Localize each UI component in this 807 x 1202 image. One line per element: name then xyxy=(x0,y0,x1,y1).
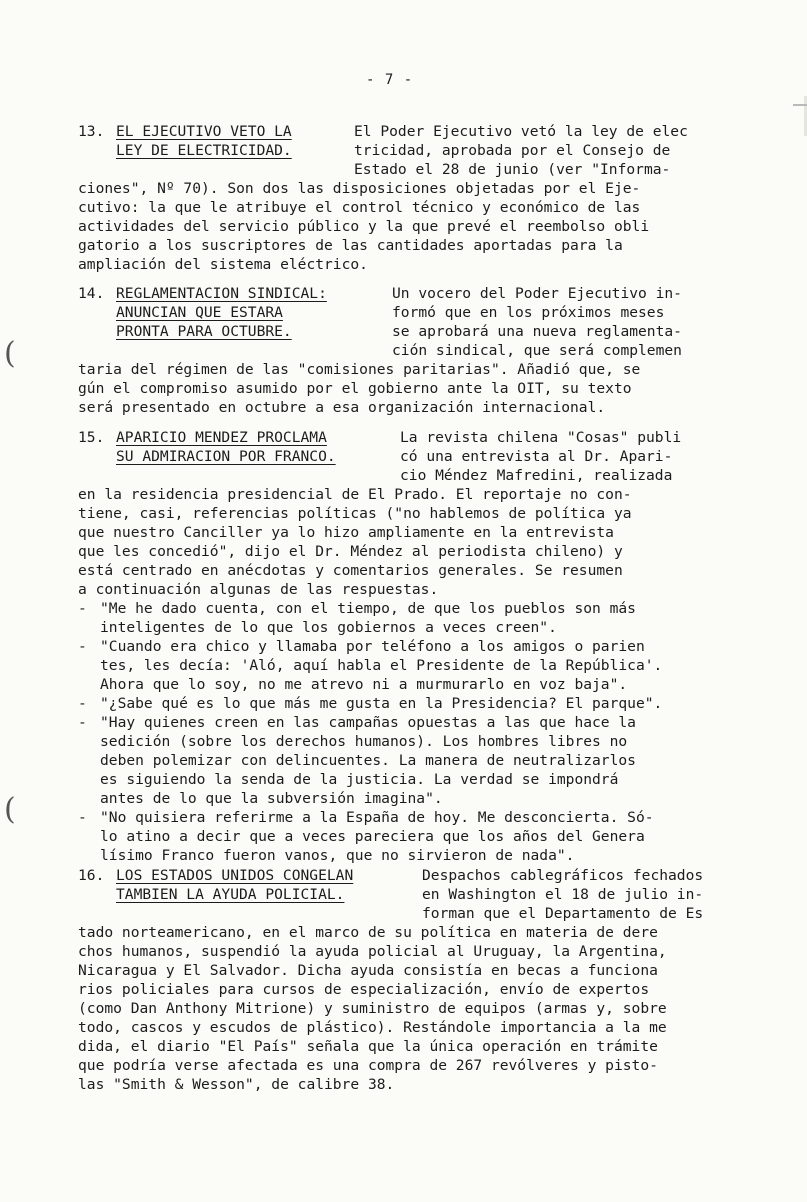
page-edge-mark xyxy=(793,104,807,106)
section-number: 15. xyxy=(78,429,105,446)
text-line: cio Méndez Mafredini, realizada xyxy=(400,467,673,484)
heading-line: REGLAMENTACION SINDICAL: xyxy=(116,285,327,302)
text-line: "Me he dado cuenta, con el tiempo, de que los pueblos son más xyxy=(100,600,636,617)
text-line: "Hay quienes creen en las campañas opuestas a las que hace la xyxy=(100,714,636,731)
dash-bullet: - xyxy=(78,809,87,826)
quote-list xyxy=(78,599,756,865)
text-line: ción sindical, que será complemen xyxy=(392,342,682,359)
heading-line: TAMBIEN LA AYUDA POLICIAL. xyxy=(116,886,345,903)
margin-parenthesis-mark: ( xyxy=(4,336,16,371)
section-body xyxy=(78,360,756,417)
section-lead-text xyxy=(422,866,756,923)
text-line: Despachos cablegráficos fechados xyxy=(422,867,704,884)
list-item xyxy=(78,713,756,808)
text-line: será presentado en octubre a esa organización internacional. xyxy=(78,399,606,416)
heading-line: APARICIO MENDEZ PROCLAMA xyxy=(116,429,327,446)
text-line: tricidad, aprobada por el Consejo de xyxy=(354,142,671,159)
heading-line: ANUNCIAN QUE ESTARA xyxy=(116,304,283,321)
text-line: Estado el 28 de junio (ver "Informa- xyxy=(354,161,671,178)
heading-line: LEY DE ELECTRICIDAD. xyxy=(116,142,292,159)
section-body xyxy=(78,923,756,1094)
list-item xyxy=(78,599,756,637)
text-line: es siguiendo la senda de la justicia. La verdad se impondrá xyxy=(100,771,619,788)
text-line: El Poder Ejecutivo vetó la ley de elec xyxy=(354,123,688,140)
section-14 xyxy=(78,284,756,417)
text-line: "No quisiera referirme a la España de hoy. Me desconcierta. Só- xyxy=(100,809,654,826)
text-line: tiene, casi, referencias políticas ("no hablemos de política ya xyxy=(78,505,632,522)
text-line: actividades del servicio público y la que prevé el reembolso obli xyxy=(78,218,650,235)
text-line: cutivo: la que le atribuye el control técnico y económico de las xyxy=(78,199,641,216)
section-heading xyxy=(116,428,400,485)
text-line: chos humanos, suspendió la ayuda policial al Uruguay, la Argentina, xyxy=(78,943,667,960)
text-line: dida, el diario "El País" señala que la única operación en trámite xyxy=(78,1038,658,1055)
section-number: 16. xyxy=(78,867,105,884)
text-line: "¿Sabe qué es lo que más me gusta en la Presidencia? El parque". xyxy=(100,695,663,712)
section-13 xyxy=(78,122,756,274)
text-line: sedición (sobre los derechos humanos). Los hombres libres no xyxy=(100,733,628,750)
section-number: 13. xyxy=(78,123,105,140)
dash-bullet: - xyxy=(78,714,87,731)
text-line: taria del régimen de las "comisiones paritarias". Añadió que, se xyxy=(78,361,641,378)
section-heading xyxy=(116,866,422,923)
text-line: inteligentes de lo que los gobiernos a veces creen". xyxy=(100,619,557,636)
text-line: lísimo Franco fueron vanos, que no sirvieron de nada". xyxy=(100,847,575,864)
section-header xyxy=(78,428,756,485)
dash-bullet: - xyxy=(78,695,87,712)
section-header xyxy=(78,866,756,923)
text-line: ampliación del sistema eléctrico. xyxy=(78,256,368,273)
list-item xyxy=(78,808,756,865)
text-line: las "Smith & Wesson", de calibre 38. xyxy=(78,1076,395,1093)
text-line: que les concedió", dijo el Dr. Méndez al periodista chileno) y xyxy=(78,543,623,560)
text-line: ciones", Nº 70). Son dos las disposiciones objetadas por el Eje- xyxy=(78,180,641,197)
text-line: "Cuando era chico y llamaba por teléfono a los amigos o parien xyxy=(100,638,645,655)
text-line: formó que en los próximos meses xyxy=(392,304,665,321)
section-heading xyxy=(116,122,354,179)
text-line: que podría verse afectada es una compra de 267 revólveres y pisto- xyxy=(78,1057,658,1074)
text-line: gún el compromiso asumido por el gobierno ante la OIT, su texto xyxy=(78,380,632,397)
section-number: 14. xyxy=(78,285,105,302)
text-line: có una entrevista al Dr. Apari- xyxy=(400,448,673,465)
text-line: todo, cascos y escudos de plástico). Restándole importancia a la me xyxy=(78,1019,667,1036)
section-lead-text xyxy=(400,428,756,485)
text-line: tado norteamericano, en el marco de su política en materia de dere xyxy=(78,924,658,941)
dash-bullet: - xyxy=(78,638,87,655)
section-body xyxy=(78,179,756,274)
heading-line: EL EJECUTIVO VETO LA xyxy=(116,123,292,140)
list-item xyxy=(78,637,756,694)
heading-line: LOS ESTADOS UNIDOS CONGELAN xyxy=(116,867,354,884)
text-line: (como Dan Anthony Mitrione) y suministro de equipos (armas y, sobre xyxy=(78,1000,667,1017)
section-heading xyxy=(116,284,392,360)
text-line: Un vocero del Poder Ejecutivo in- xyxy=(392,285,682,302)
section-body xyxy=(78,485,756,599)
text-line: lo atino a decir que a veces pareciera que los años del Genera xyxy=(100,828,645,845)
text-line: está centrado en anécdotas y comentarios generales. Se resumen xyxy=(78,562,623,579)
text-line: en la residencia presidencial de El Prado. El reportaje no con- xyxy=(78,486,632,503)
section-lead-text xyxy=(392,284,756,360)
text-line: La revista chilena "Cosas" publi xyxy=(400,429,682,446)
dash-bullet: - xyxy=(78,600,87,617)
text-line: forman que el Departamento de Es xyxy=(422,905,704,922)
list-item xyxy=(78,694,756,713)
section-16 xyxy=(78,866,756,1094)
section-15 xyxy=(78,428,756,865)
section-header xyxy=(78,284,756,360)
margin-parenthesis-mark: ( xyxy=(4,792,16,827)
heading-line: PRONTA PARA OCTUBRE. xyxy=(116,323,292,340)
text-line: tes, les decía: 'Aló, aquí habla el Presidente de la República'. xyxy=(100,657,663,674)
heading-line: SU ADMIRACION POR FRANCO. xyxy=(116,448,336,465)
text-line: que nuestro Canciller ya lo hizo ampliamente en la entrevista xyxy=(78,524,614,541)
text-line: Ahora que lo soy, no me atrevo ni a murmurarlo en voz baja". xyxy=(100,676,628,693)
section-lead-text xyxy=(354,122,756,179)
text-line: Nicaragua y El Salvador. Dicha ayuda consistía en becas a funciona xyxy=(78,962,658,979)
page-number: - 7 - xyxy=(366,72,414,88)
text-line: rios policiales para cursos de especialización, envío de expertos xyxy=(78,981,650,998)
text-line: gatorio a los suscriptores de las cantidades aportadas para la xyxy=(78,237,623,254)
text-line: antes de lo que la subversión imagina". xyxy=(100,790,443,807)
text-line: en Washington el 18 de julio in- xyxy=(422,886,704,903)
section-header xyxy=(78,122,756,179)
text-line: deben polemizar con delincuentes. La manera de neutralizarlos xyxy=(100,752,636,769)
text-line: a continuación algunas de las respuestas. xyxy=(78,581,439,598)
text-line: se aprobará una nueva reglamenta- xyxy=(392,323,682,340)
